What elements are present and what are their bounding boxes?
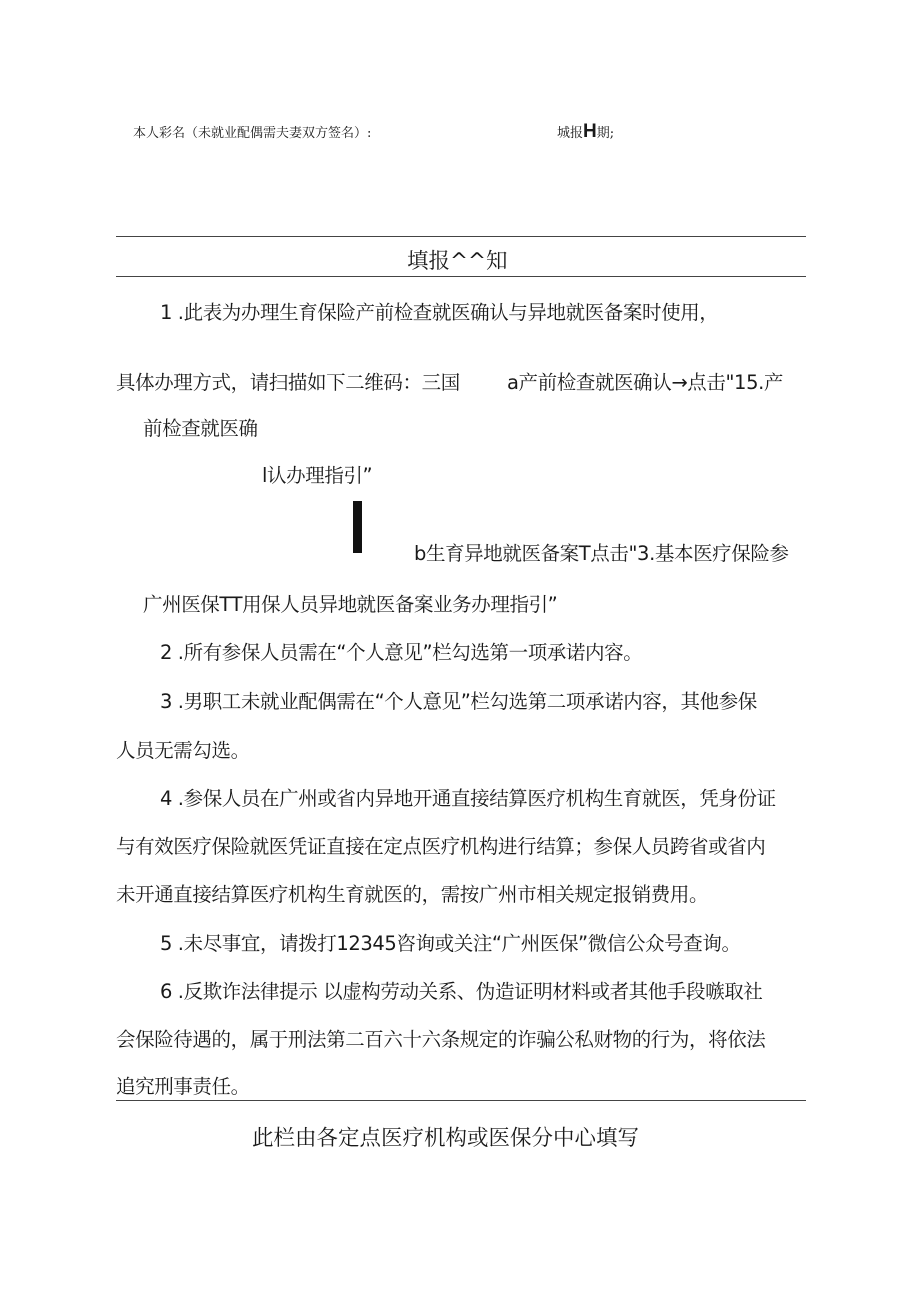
notice-line-4: l认办理指引” bbox=[262, 464, 373, 487]
notice-item-6: 6 .反欺诈法律提示 以虚构劳动关系、伪造证明材料或者其他手段嗾取社 bbox=[160, 980, 763, 1003]
bottom-rule bbox=[116, 1100, 806, 1101]
notice-line-6: 广州医保TT用保人员异地就医备案业务办理指引” bbox=[143, 593, 558, 616]
date-label bbox=[557, 121, 614, 143]
notice-item-6-cont-1: 会保险待遇的，属于刑法第二百六十六条规定的诈骗公私财物的行为，将依法 bbox=[116, 1028, 766, 1051]
qr-code-placeholder-bar bbox=[353, 501, 362, 553]
notice-line-2b: a产前检查就医确认→点击"15.产 bbox=[507, 371, 783, 394]
notice-title: 填报^^知 bbox=[407, 249, 508, 274]
notice-item-5: 5 .未尽事宜，请拨打12345咨询或关注“广州医保”微信公众号查询。 bbox=[160, 932, 741, 955]
notice-item-6-cont-2: 追究刑事责任。 bbox=[116, 1075, 250, 1098]
notice-line-1: 1 .此表为办理生育保险产前检查就医确认与异地就医备案时使用， bbox=[160, 301, 719, 324]
date-label-prefix: 城报 bbox=[557, 126, 584, 141]
notice-line-5: b生育异地就医备案T点击"3.基本医疗保险参 bbox=[414, 542, 789, 565]
date-label-big: H bbox=[583, 121, 597, 142]
title-rule bbox=[116, 276, 806, 277]
notice-item-4: 4 .参保人员在广州或省内异地开通直接结算医疗机构生育就医，凭身份证 bbox=[160, 787, 776, 810]
notice-item-3: 3 .男职工未就业配偶需在“个人意见”栏勾选第二项承诺内容，其他参保 bbox=[160, 690, 757, 713]
top-rule bbox=[116, 236, 806, 237]
section-footer-title: 此栏由各定点医疗机构或医保分中心填写 bbox=[252, 1126, 640, 1151]
date-label-suffix: 期; bbox=[596, 126, 615, 141]
notice-item-4-cont-2: 未开通直接结算医疗机构生育就医的，需按广州市相关规定报销费用。 bbox=[116, 883, 709, 906]
notice-item-4-cont-1: 与有效医疗保险就医凭证直接在定点医疗机构进行结算；参保人员跨省或省内 bbox=[116, 835, 766, 858]
notice-item-2: 2 .所有参保人员需在“个人意见”栏勾选第一项承诺内容。 bbox=[160, 641, 643, 664]
signature-label: 本人彩名（未就业配偶需夫妻双方签名）: bbox=[133, 126, 372, 141]
notice-line-3: 前检查就医确 bbox=[143, 417, 258, 440]
notice-line-2: 具体办理方式，请扫描如下二维码：三国 bbox=[116, 371, 460, 394]
notice-item-3-cont: 人员无需勾选。 bbox=[116, 739, 250, 762]
